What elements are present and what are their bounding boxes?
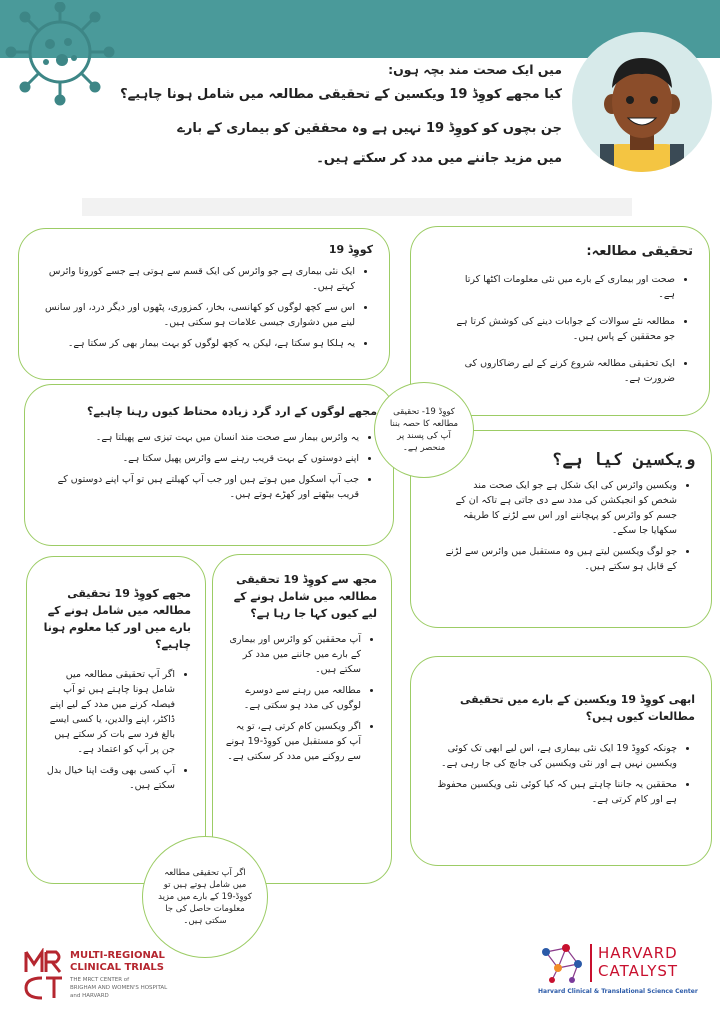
research-item-1: • چونکہ کووِڈ 19 ایک نئی بیماری ہے، اس لیے ابھی تک کوئی ویکسین نہیں ہے اور نئی ویکسین کی جانچ کی جا رہی ہے۔: [431, 741, 677, 771]
harvard-line1: HARVARD: [598, 944, 678, 962]
mrct-name-line2: CLINICAL TRIALS: [70, 962, 165, 973]
careful-item-1: • یہ وائرس بیمار سے صحت مند انسان میں بہت تیزی سے پھیلتا ہے۔: [39, 430, 359, 445]
know-item-1: • اگر آپ تحقیقی مطالعہ میں شامل ہونا چاہتے ہیں تو آپ فیصلہ کرنے میں مدد کے لیے اپنے ڈاکٹر، اپنے والدین، یا کسی ایسے بالغ فرد سے بات کر سکتے ہیں جن پر آپ کو اعتماد ہے۔: [41, 667, 175, 757]
research-item-2: • محققین یہ جاننا چاہتے ہیں کہ کیا کوئی نئی ویکسین محفوظ ہے اور کام کرتی ہے۔: [431, 777, 677, 807]
catalyst-network-icon: [538, 942, 586, 986]
covid-item-1: • ایک نئی بیماری ہے جو وائرس کی ایک قسم سے ہوتی ہے جسے کورونا وائرس کہتے ہیں۔: [33, 264, 355, 294]
research-info-box: [410, 656, 712, 866]
mrct-sub-line1: THE MRCT CENTER of: [70, 977, 130, 983]
header-line-3a: جن بچوں کو کووِڈ 19 نہیں ہے وہ محققین کو بیماری کے بارے: [177, 121, 562, 136]
header-line-3b: میں مزید جاننے میں مدد کر سکتے ہیں۔: [316, 151, 562, 166]
header-line-1: میں ایک صحت مند بچہ ہوں:: [388, 62, 562, 77]
harvard-catalyst-logo: [538, 940, 708, 1002]
mrct-sub-line3: and HARVARD: [70, 993, 109, 999]
study-item-3: • ایک تحقیقی مطالعہ شروع کرنے کے لیے رضاکاروں کی ضرورت ہے۔: [451, 356, 675, 386]
info-circle: [142, 836, 268, 958]
vaccine-item-1: • ویکسین وائرس کی ایک شکل ہے جو ایک صحت مند شخص کو انجیکشن کی مدد سے دی جاتی ہے تاکہ ان کے جسم کو وائرس کو پہچاننے اور اس سے لڑنے کا طریقہ سکھایا جا سکے۔: [445, 478, 677, 538]
info-circle-text: اگر آپ تحقیقی مطالعہ میں شامل ہوتے ہیں تو کووِڈ-19 کے بارے میں مزید معلومات حاصل کی جا سکتی ہیں۔: [158, 868, 252, 926]
vaccine-box-title: ویکسین کیا ہے؟: [552, 450, 695, 470]
choice-circle-text: کووِڈ 19- تحقیقی مطالعہ کا حصہ بننا آپ کی پسند پر منحصر ہے۔: [389, 407, 459, 453]
study-box-title: تحقیقی مطالعہ:: [586, 244, 693, 259]
harvard-line2: CATALYST: [598, 962, 679, 980]
header-line-2: کیا مجھے کووِڈ 19 ویکسین کے تحقیقی مطالعہ میں شامل ہونا چاہیے؟: [120, 87, 562, 102]
study-item-2: • مطالعہ نئے سوالات کے جوابات دینے کی کوشش کرتا ہے جو محققین کے پاس ہیں۔: [451, 314, 675, 344]
why-info-box: [212, 554, 392, 884]
covid-info-box: [18, 228, 390, 380]
know-info-box: [26, 556, 206, 884]
research-box-title: ابھی کووِڈ 19 ویکسین کے بارے میں تحقیقی مطالعات کیوں ہیں؟: [460, 693, 695, 723]
mrct-sub-line2: BRIGHAM AND WOMEN'S HOSPITAL: [70, 985, 168, 991]
choice-circle: [374, 382, 474, 478]
why-box-title: مجھ سے کووِڈ 19 تحقیقی مطالعہ میں شامل ہونے کے لیے کیوں کہا جا رہا ہے؟: [233, 573, 377, 620]
logo-divider: [590, 944, 592, 982]
child-avatar: [572, 32, 712, 172]
know-item-2: • آپ کسی بھی وقت اپنا خیال بدل سکتے ہیں۔: [41, 763, 175, 793]
mrct-emblem-icon: [22, 948, 66, 1002]
vaccine-item-2: • جو لوگ ویکسین لیتے ہیں وہ مستقبل میں وائرس سے لڑنے کے قابل ہو سکتے ہیں۔: [445, 544, 677, 574]
why-item-3: • اگر ویکسین کام کرتی ہے، تو یہ آپ کو مستقبل میں کووِڈ-19 ہونے سے روکنے میں مدد کر سکتی ہے۔: [225, 719, 361, 764]
covid-box-title: کووِڈ 19: [328, 243, 373, 256]
careful-info-box: [24, 384, 394, 546]
covid-item-3: • یہ ہلکا ہو سکتا ہے، لیکن یہ کچھ لوگوں کو بہت بیمار بھی کر سکتا ہے۔: [33, 336, 355, 351]
divider-bar: [82, 198, 632, 216]
careful-item-3: • جب آپ اسکول میں ہوتے ہیں اور جب آپ کھیلتے ہیں تو آپ اپنے دوستوں کے قریب بیٹھتے اور کھڑے ہوتے ہیں۔: [39, 472, 359, 502]
know-box-title: مجھے کووِڈ 19 تحقیقی مطالعہ میں شامل ہونے کے بارے میں اور کیا معلوم ہونا چاہیے؟: [43, 587, 191, 651]
harvard-sub: Harvard Clinical & Translational Science Center: [538, 988, 698, 995]
study-item-1: • صحت اور بیماری کے بارے میں نئی معلومات اکٹھا کرتا ہے۔: [451, 272, 675, 302]
child-illustration: [572, 32, 712, 172]
mrct-name-line1: MULTI-REGIONAL: [70, 950, 165, 961]
careful-box-title: مجھے لوگوں کے ارد گرد زیادہ محتاط کیوں رہنا چاہیے؟: [87, 405, 377, 418]
careful-item-2: • اپنے دوستوں کے بہت قریب رہنے سے وائرس پھیل سکتا ہے۔: [39, 451, 359, 466]
header-text: [92, 60, 562, 174]
study-info-box: [410, 226, 710, 416]
covid-item-2: • اس سے کچھ لوگوں کو کھانسی، بخار، کمزوری، پٹھوں اور دیگر درد، اور سانس لینے میں دشواری جیسی علامات ہو سکتی ہیں۔: [33, 300, 355, 330]
why-item-2: • مطالعہ میں رہنے سے دوسرے لوگوں کی مدد ہو سکتی ہے۔: [225, 683, 361, 713]
why-item-1: • آپ محققین کو وائرس اور بیماری کے بارے میں جاننے میں مدد کر سکتے ہیں۔: [225, 632, 361, 677]
mrct-logo: [22, 944, 232, 1004]
